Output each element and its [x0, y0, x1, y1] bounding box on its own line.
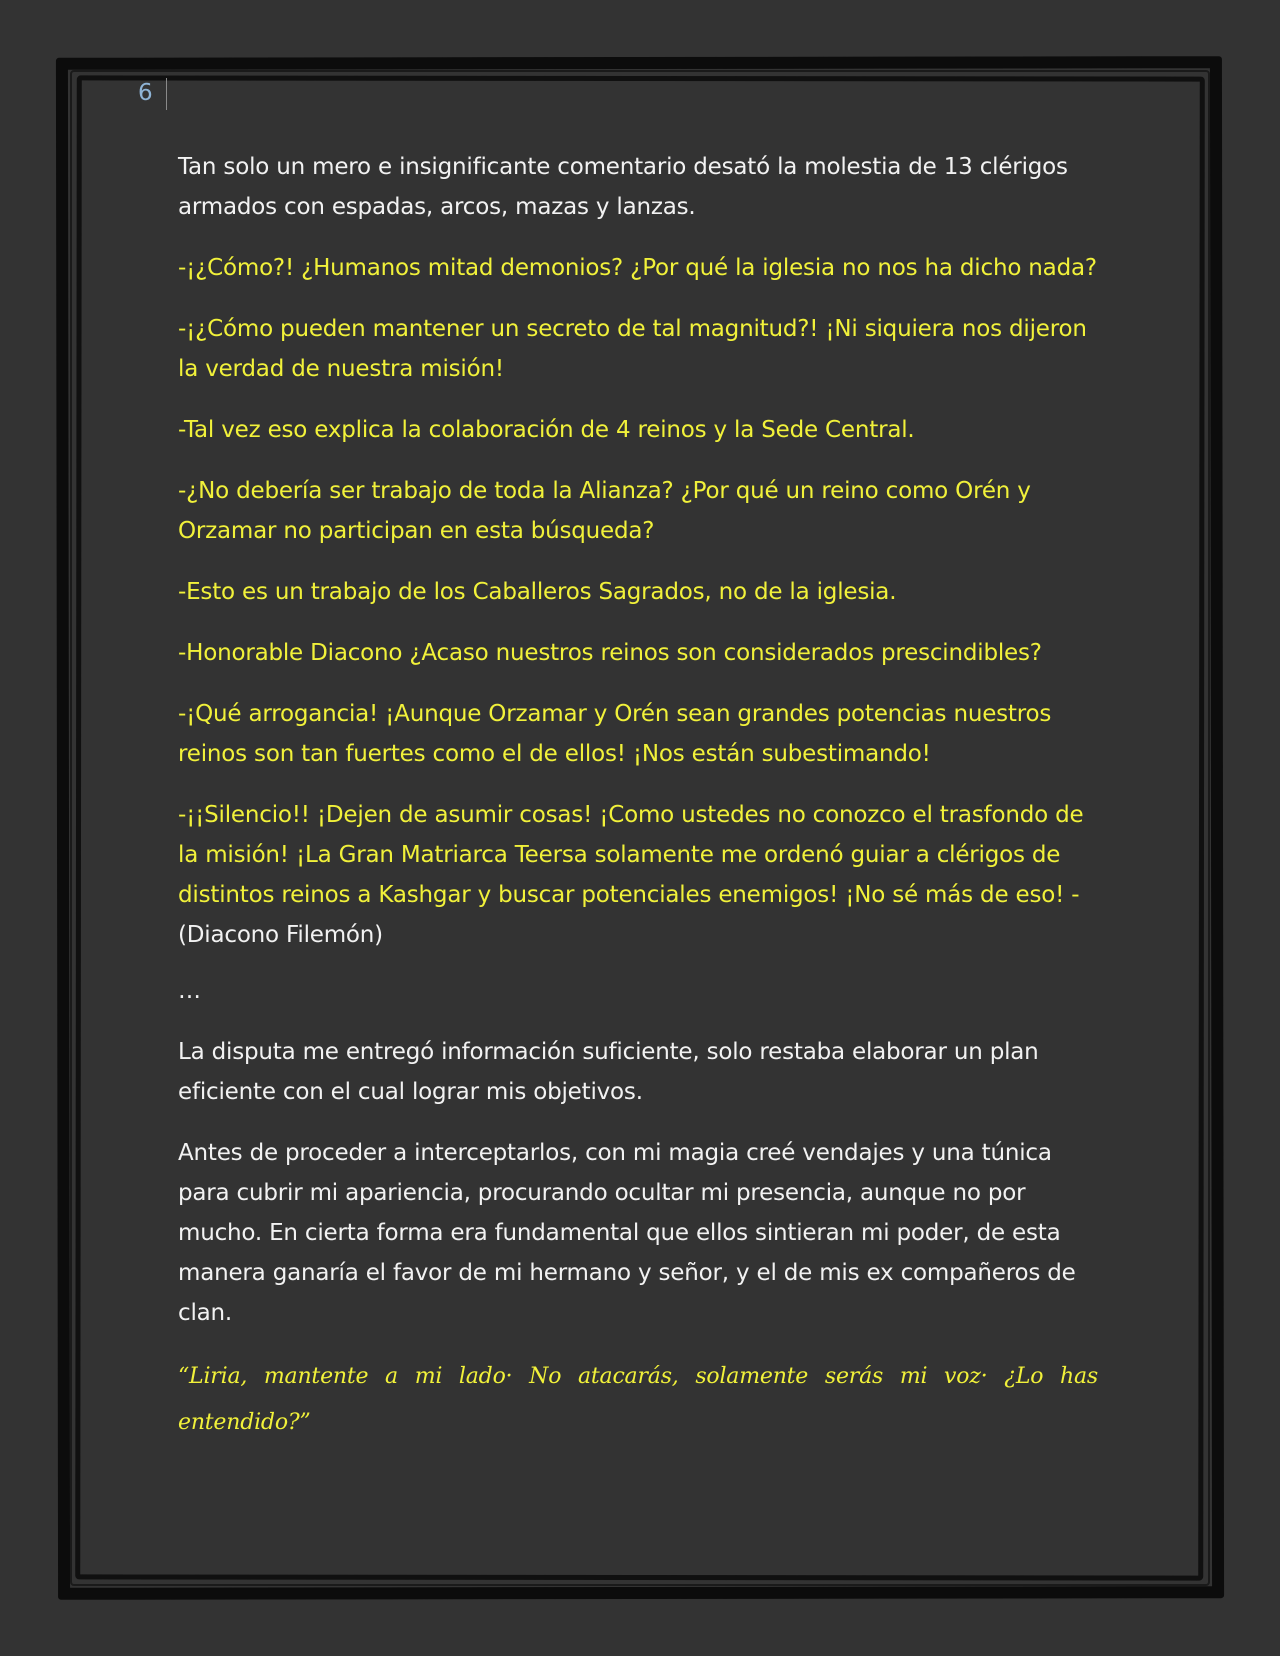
scene-break: … [178, 978, 201, 1004]
dialogue-line: -¿No debería ser trabajo de toda la Alianza? ¿Por qué un reino como Orén y Orzamar no participan en esta búsqueda? [178, 478, 1031, 544]
dialogue-line: -¡Qué arrogancia! ¡Aunque Orzamar y Orén sean grandes potencias nuestros reinos son tan fuertes como el de ellos! ¡Nos están subestimando! [178, 701, 1052, 767]
dialogue-text: -¡¡Silencio!! ¡Dejen de asumir cosas! ¡Como ustedes no conozco el trasfondo de la misión! ¡La Gran Matriarca Teersa solamente me ordenó guiar a clérigos de distintos reinos a Kashgar y buscar potenciales enemigos! ¡No sé más de eso! - [178, 802, 1084, 908]
dialogue-line: -¡¿Cómo?! ¿Humanos mitad demonios? ¿Por qué la iglesia no nos ha dicho nada? [178, 255, 1097, 281]
header-rule [166, 78, 167, 110]
dialogue-line: -Tal vez eso explica la colaboración de 4 reinos y la Sede Central. [178, 417, 915, 443]
narration-paragraph: Tan solo un mero e insignificante comentario desató la molestia de 13 clérigos armados con espadas, arcos, mazas y lanzas. [178, 154, 1068, 220]
speaker-attribution: (Diacono Filemón) [178, 922, 383, 948]
dialogue-line: -Honorable Diacono ¿Acaso nuestros reinos son considerados prescindibles? [178, 640, 1042, 666]
dialogue-line: -¡¿Cómo pueden mantener un secreto de tal magnitud?! ¡Ni siquiera nos dijeron la verdad de nuestra misión! [178, 316, 1087, 382]
narration-paragraph: Antes de proceder a interceptarlos, con mi magia creé vendajes y una túnica para cubrir mi apariencia, procurando ocultar mi presencia, aunque no por mucho. En cierta forma era fundamental que ellos sintieran mi poder, de esta manera ganaría el favor de mi hermano y señor, y el de mis ex compañeros de clan. [178, 1140, 1076, 1326]
telepathic-dialogue: “Liria, mantente a mi lado· No atacarás, solamente serás mi voz· ¿Lo has entendido?” [178, 1364, 1098, 1435]
dialogue-line: -Esto es un trabajo de los Caballeros Sagrados, no de la iglesia. [178, 579, 897, 605]
narration-paragraph: La disputa me entregó información suficiente, solo restaba elaborar un plan eficiente con el cual lograr mis objetivos. [178, 1039, 1039, 1105]
dialogue-line-with-attribution [178, 795, 1098, 955]
page-number: 6 [138, 80, 153, 106]
body-text [178, 147, 1098, 1467]
